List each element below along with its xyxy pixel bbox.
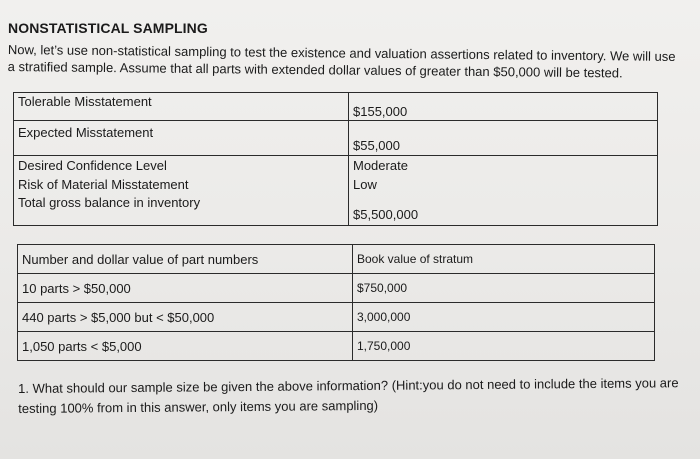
- section-heading: NONSTATISTICAL SAMPLING: [8, 20, 208, 36]
- row-value: $750,000: [353, 274, 655, 303]
- row-label: Tolerable Misstatement: [14, 93, 349, 121]
- table-header-row: [18, 245, 655, 274]
- question-text: 1. What should our sample size be given the above information? (Hint:you do not need to include the items you are testing 100% from in this answer, only items you are sampling): [18, 375, 679, 416]
- table-row: [18, 303, 655, 332]
- row-label: 440 parts > $5,000 but < $50,000: [18, 303, 353, 332]
- table-row: [14, 194, 658, 226]
- table-row: [14, 93, 658, 121]
- table-row: [14, 156, 658, 176]
- intro-paragraph: Now, let’s use non-statistical sampling to test the existence and valuation assertions related to inventory. We will use a stratified sample. Assume that all parts with extended dollar values of greater than $50,000 will be tested.: [7, 41, 676, 81]
- row-label: 10 parts > $50,000: [18, 274, 353, 303]
- row-label: 1,050 parts < $5,000: [18, 332, 353, 361]
- column-header: Book value of stratum: [353, 245, 655, 274]
- row-value: $155,000: [349, 93, 658, 121]
- row-value: Low: [349, 175, 658, 194]
- row-label: Total gross balance in inventory: [14, 194, 349, 226]
- table-row: [14, 175, 658, 194]
- row-label: Risk of Material Misstatement: [14, 175, 349, 194]
- stratum-table: [17, 244, 655, 361]
- table-row: [14, 121, 658, 156]
- row-label: Expected Misstatement: [14, 121, 349, 156]
- row-value: 1,750,000: [353, 332, 655, 361]
- sampling-parameters-table: [13, 92, 658, 226]
- column-header: Number and dollar value of part numbers: [18, 245, 353, 274]
- row-value: Moderate: [349, 156, 658, 176]
- row-value: $55,000: [349, 121, 658, 156]
- row-value: 3,000,000: [353, 303, 655, 332]
- table-row: [18, 274, 655, 303]
- row-value: $5,500,000: [349, 194, 658, 226]
- table-row: [18, 332, 655, 361]
- row-label: Desired Confidence Level: [14, 156, 349, 176]
